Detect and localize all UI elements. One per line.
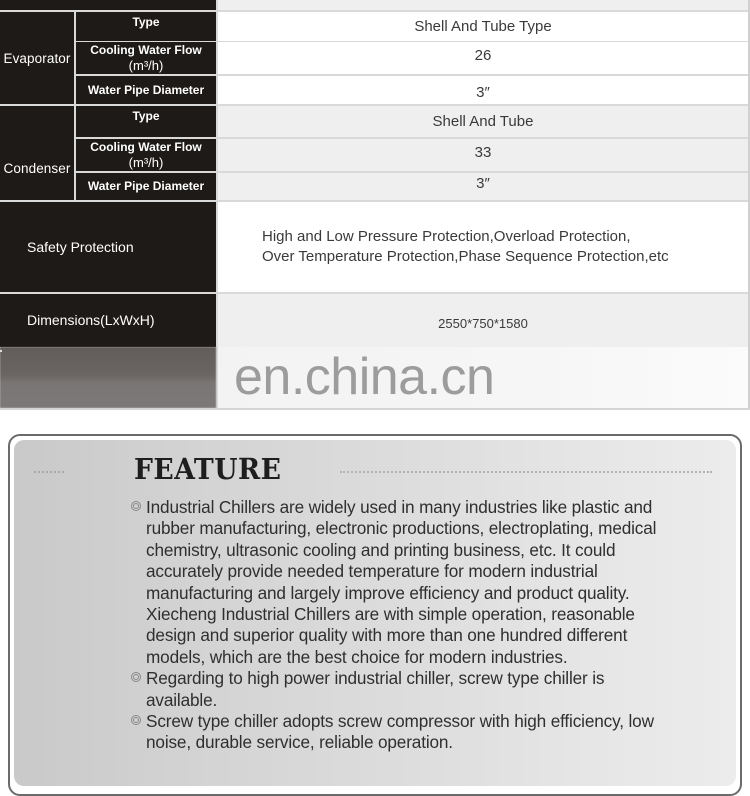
safety-protection-label: Safety Protection <box>0 202 216 292</box>
safety-protection-line1: High and Low Pressure Protection,Overload Protection, <box>262 228 631 245</box>
safety-protection-value <box>218 202 748 292</box>
condenser-flow-value: 33 <box>218 139 748 171</box>
double-circle-icon <box>131 501 141 511</box>
safety-protection-line2: Over Temperature Protection,Phase Sequence Protection,etc <box>262 248 669 265</box>
feature-bullet-2 <box>131 668 671 711</box>
evaporator-flow-label <box>76 42 216 74</box>
prev-row-label-stub <box>0 0 216 10</box>
evaporator-pipe-value: 3″ <box>218 76 748 104</box>
condenser-flow-label <box>76 139 216 171</box>
evaporator-group-label: Evaporator <box>0 12 74 104</box>
feature-body <box>131 497 671 754</box>
condenser-flow-label-line1: Cooling Water Flow <box>90 140 202 154</box>
feature-bullet-3-text: Screw type chiller adopts screw compressor with high efficiency, low noise, durable service, reliable operation. <box>146 711 654 753</box>
dimensions-label: Dimensions(LxWxH) <box>0 294 216 347</box>
condenser-pipe-value: 3″ <box>218 173 748 200</box>
condenser-pipe-label: Water Pipe Diameter <box>76 173 216 200</box>
dimensions-value: 2550*750*1580 <box>218 294 748 347</box>
evaporator-type-value: Shell And Tube Type <box>218 12 748 41</box>
condenser-type-label: Type <box>76 106 216 137</box>
watermark-text: en.china.cn <box>234 348 495 406</box>
evaporator-type-label: Type <box>76 12 216 41</box>
feature-bullet-2-text: Regarding to high power industrial chiller, screw type chiller is available. <box>146 668 605 710</box>
evaporator-flow-label-unit: (m³/h) <box>128 58 164 73</box>
condenser-type-value: Shell And Tube <box>218 106 748 137</box>
watermark-artifact <box>0 350 2 352</box>
feature-bullet-1 <box>131 497 671 668</box>
evaporator-pipe-label: Water Pipe Diameter <box>76 76 216 104</box>
watermark-blur-left <box>0 347 216 408</box>
table-bottom-border <box>0 408 750 410</box>
condenser-flow-label-unit: (m³/h) <box>128 155 164 170</box>
condenser-group-label: Condenser <box>0 106 74 200</box>
dotted-rule-right <box>340 471 712 473</box>
double-circle-icon <box>131 715 141 725</box>
dotted-rule-left <box>34 471 64 473</box>
feature-bullet-3 <box>131 711 671 754</box>
evaporator-flow-value: 26 <box>218 42 748 74</box>
evaporator-flow-label-line1: Cooling Water Flow <box>90 43 202 57</box>
feature-bullet-1-text: Industrial Chillers are widely used in many industries like plastic and rubber manufacturing, electronic productions, electroplating, medical chemistry, ultrasonic cooling and printing business, etc. It could accurately provide needed temperature for modern industrial manufacturing and largely improve efficiency and product quality. Xiecheng Industrial Chillers are with simple operation, reasonable design and superior quality with more than one hundred different models, which are the best choice for modern industries. <box>146 497 657 667</box>
prev-row-value-stub <box>218 0 748 10</box>
feature-title: FEATURE <box>134 452 282 486</box>
double-circle-icon <box>131 672 141 682</box>
